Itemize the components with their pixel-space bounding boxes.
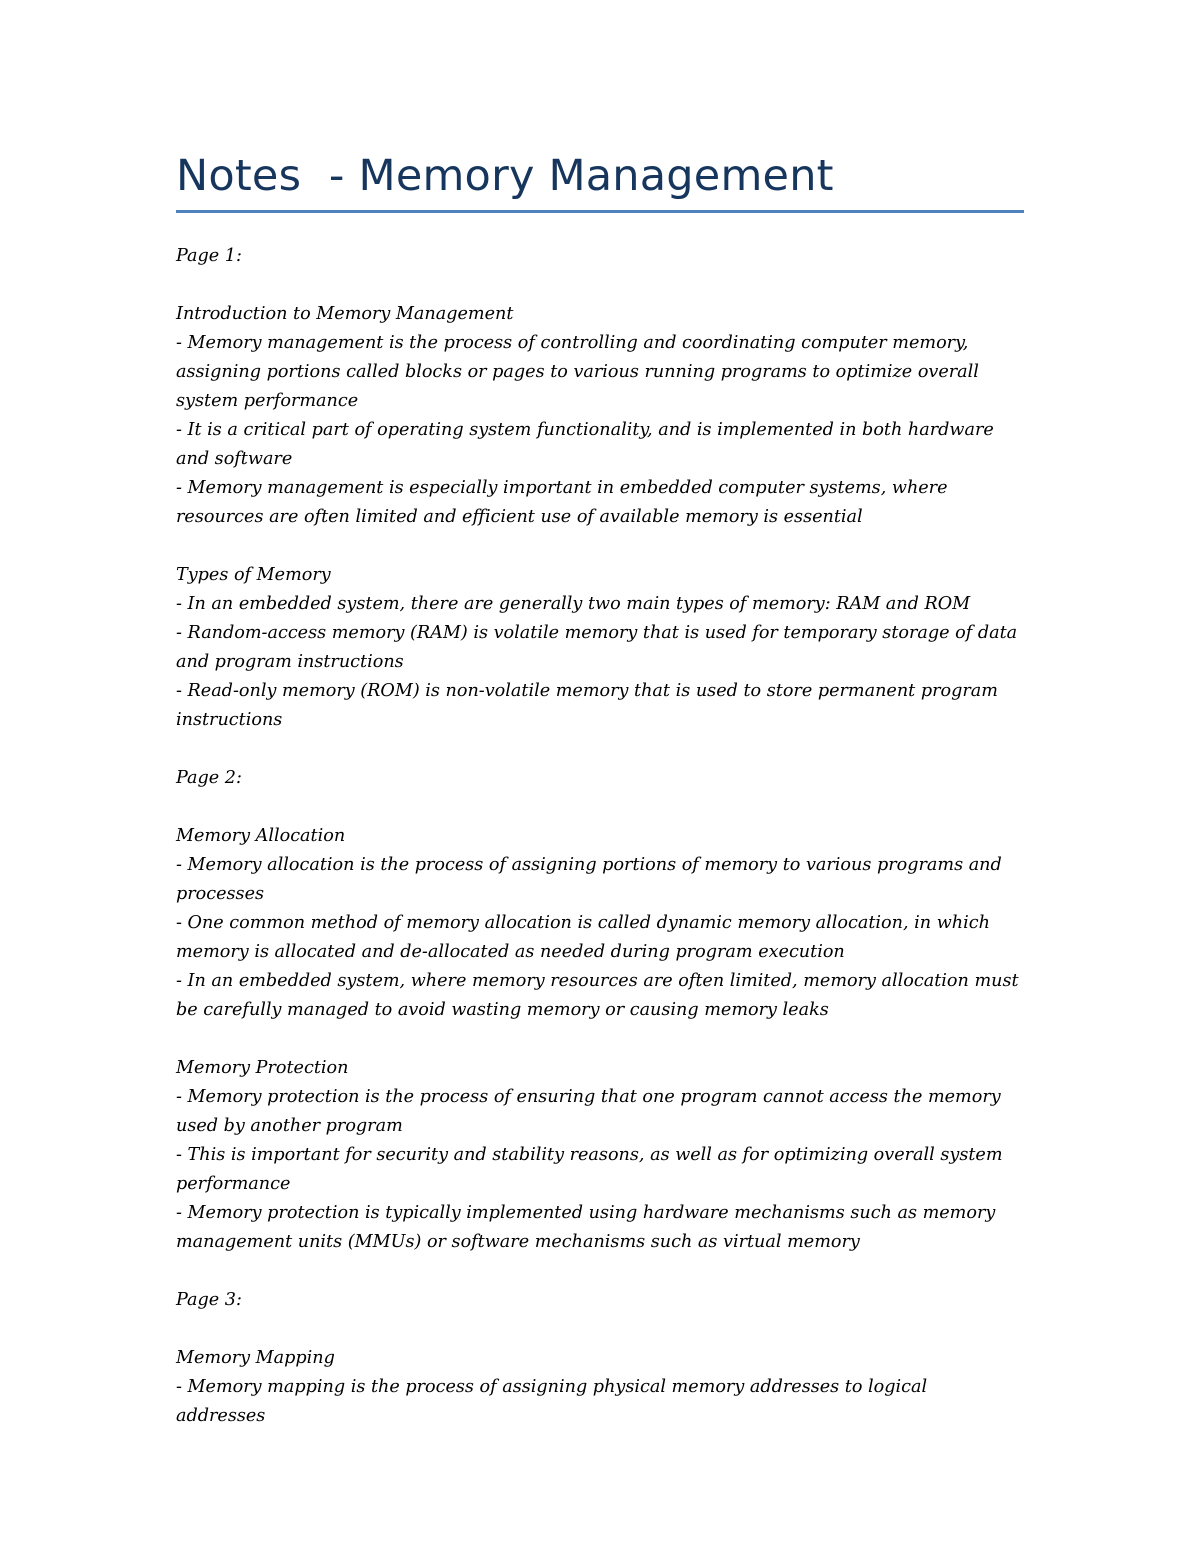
bullet-line: - Random-access memory (RAM) is volatile memory that is used for temporary storage of data: [176, 623, 1018, 643]
bullet-line: - This is important for security and stability reasons, as well as for optimizing overall system: [176, 1145, 1003, 1165]
title-underline: [176, 210, 1024, 213]
body-line: used by another program: [176, 1116, 403, 1136]
blank-line: [176, 1257, 1021, 1286]
bullet-line: - In an embedded system, where memory resources are often limited, memory allocation must: [176, 971, 1019, 991]
body-line: performance: [176, 1174, 291, 1194]
blank-line: [176, 271, 1021, 300]
body-line: and program instructions: [176, 652, 404, 672]
body-line: memory is allocated and de-allocated as needed during program execution: [176, 942, 845, 962]
section-heading: Memory Mapping: [176, 1348, 335, 1368]
page-title: Notes - Memory Management: [176, 151, 834, 201]
page-marker: Page 2:: [176, 768, 242, 788]
bullet-line: - Memory protection is typically implemented using hardware mechanisms such as memory: [176, 1203, 996, 1223]
bullet-line: - Memory allocation is the process of assigning portions of memory to various programs and: [176, 855, 1002, 875]
bullet-line: - One common method of memory allocation is called dynamic memory allocation, in which: [176, 913, 990, 933]
blank-line: [176, 793, 1021, 822]
bullet-line: - It is a critical part of operating system functionality, and is implemented in both hardware: [176, 420, 994, 440]
bullet-line: - Memory management is especially important in embedded computer systems, where: [176, 478, 948, 498]
section-heading: Introduction to Memory Management: [176, 304, 514, 324]
bullet-line: - Read-only memory (ROM) is non-volatile memory that is used to store permanent program: [176, 681, 998, 701]
bullet-line: - Memory mapping is the process of assigning physical memory addresses to logical addresses: [176, 1377, 928, 1426]
body-line: be carefully managed to avoid wasting memory or causing memory leaks: [176, 1000, 829, 1020]
body-line: instructions: [176, 710, 283, 730]
blank-line: [176, 1315, 1021, 1344]
page-marker: Page 3:: [176, 1290, 242, 1310]
bullet-line: - In an embedded system, there are generally two main types of memory: RAM and ROM: [176, 594, 971, 614]
blank-line: [176, 532, 1021, 561]
blank-line: [176, 1025, 1021, 1054]
body-line: assigning portions called blocks or pages to various running programs to optimize overall: [176, 362, 979, 382]
section-heading: Memory Allocation: [176, 826, 346, 846]
page-marker: Page 1:: [176, 246, 242, 266]
body-line: management units (MMUs) or software mechanisms such as virtual memory: [176, 1232, 860, 1252]
body-line: resources are often limited and efficient use of available memory is essential: [176, 507, 863, 527]
body-line: and software: [176, 449, 293, 469]
document-body: [176, 242, 1021, 1431]
blank-line: [176, 735, 1021, 764]
bullet-line: - Memory protection is the process of ensuring that one program cannot access the memory: [176, 1087, 1001, 1107]
section-heading: Types of Memory: [176, 565, 331, 585]
body-line: system performance: [176, 391, 359, 411]
section-heading: Memory Protection: [176, 1058, 349, 1078]
body-line: processes: [176, 884, 265, 904]
bullet-line: - Memory management is the process of controlling and coordinating computer memory,: [176, 333, 969, 353]
